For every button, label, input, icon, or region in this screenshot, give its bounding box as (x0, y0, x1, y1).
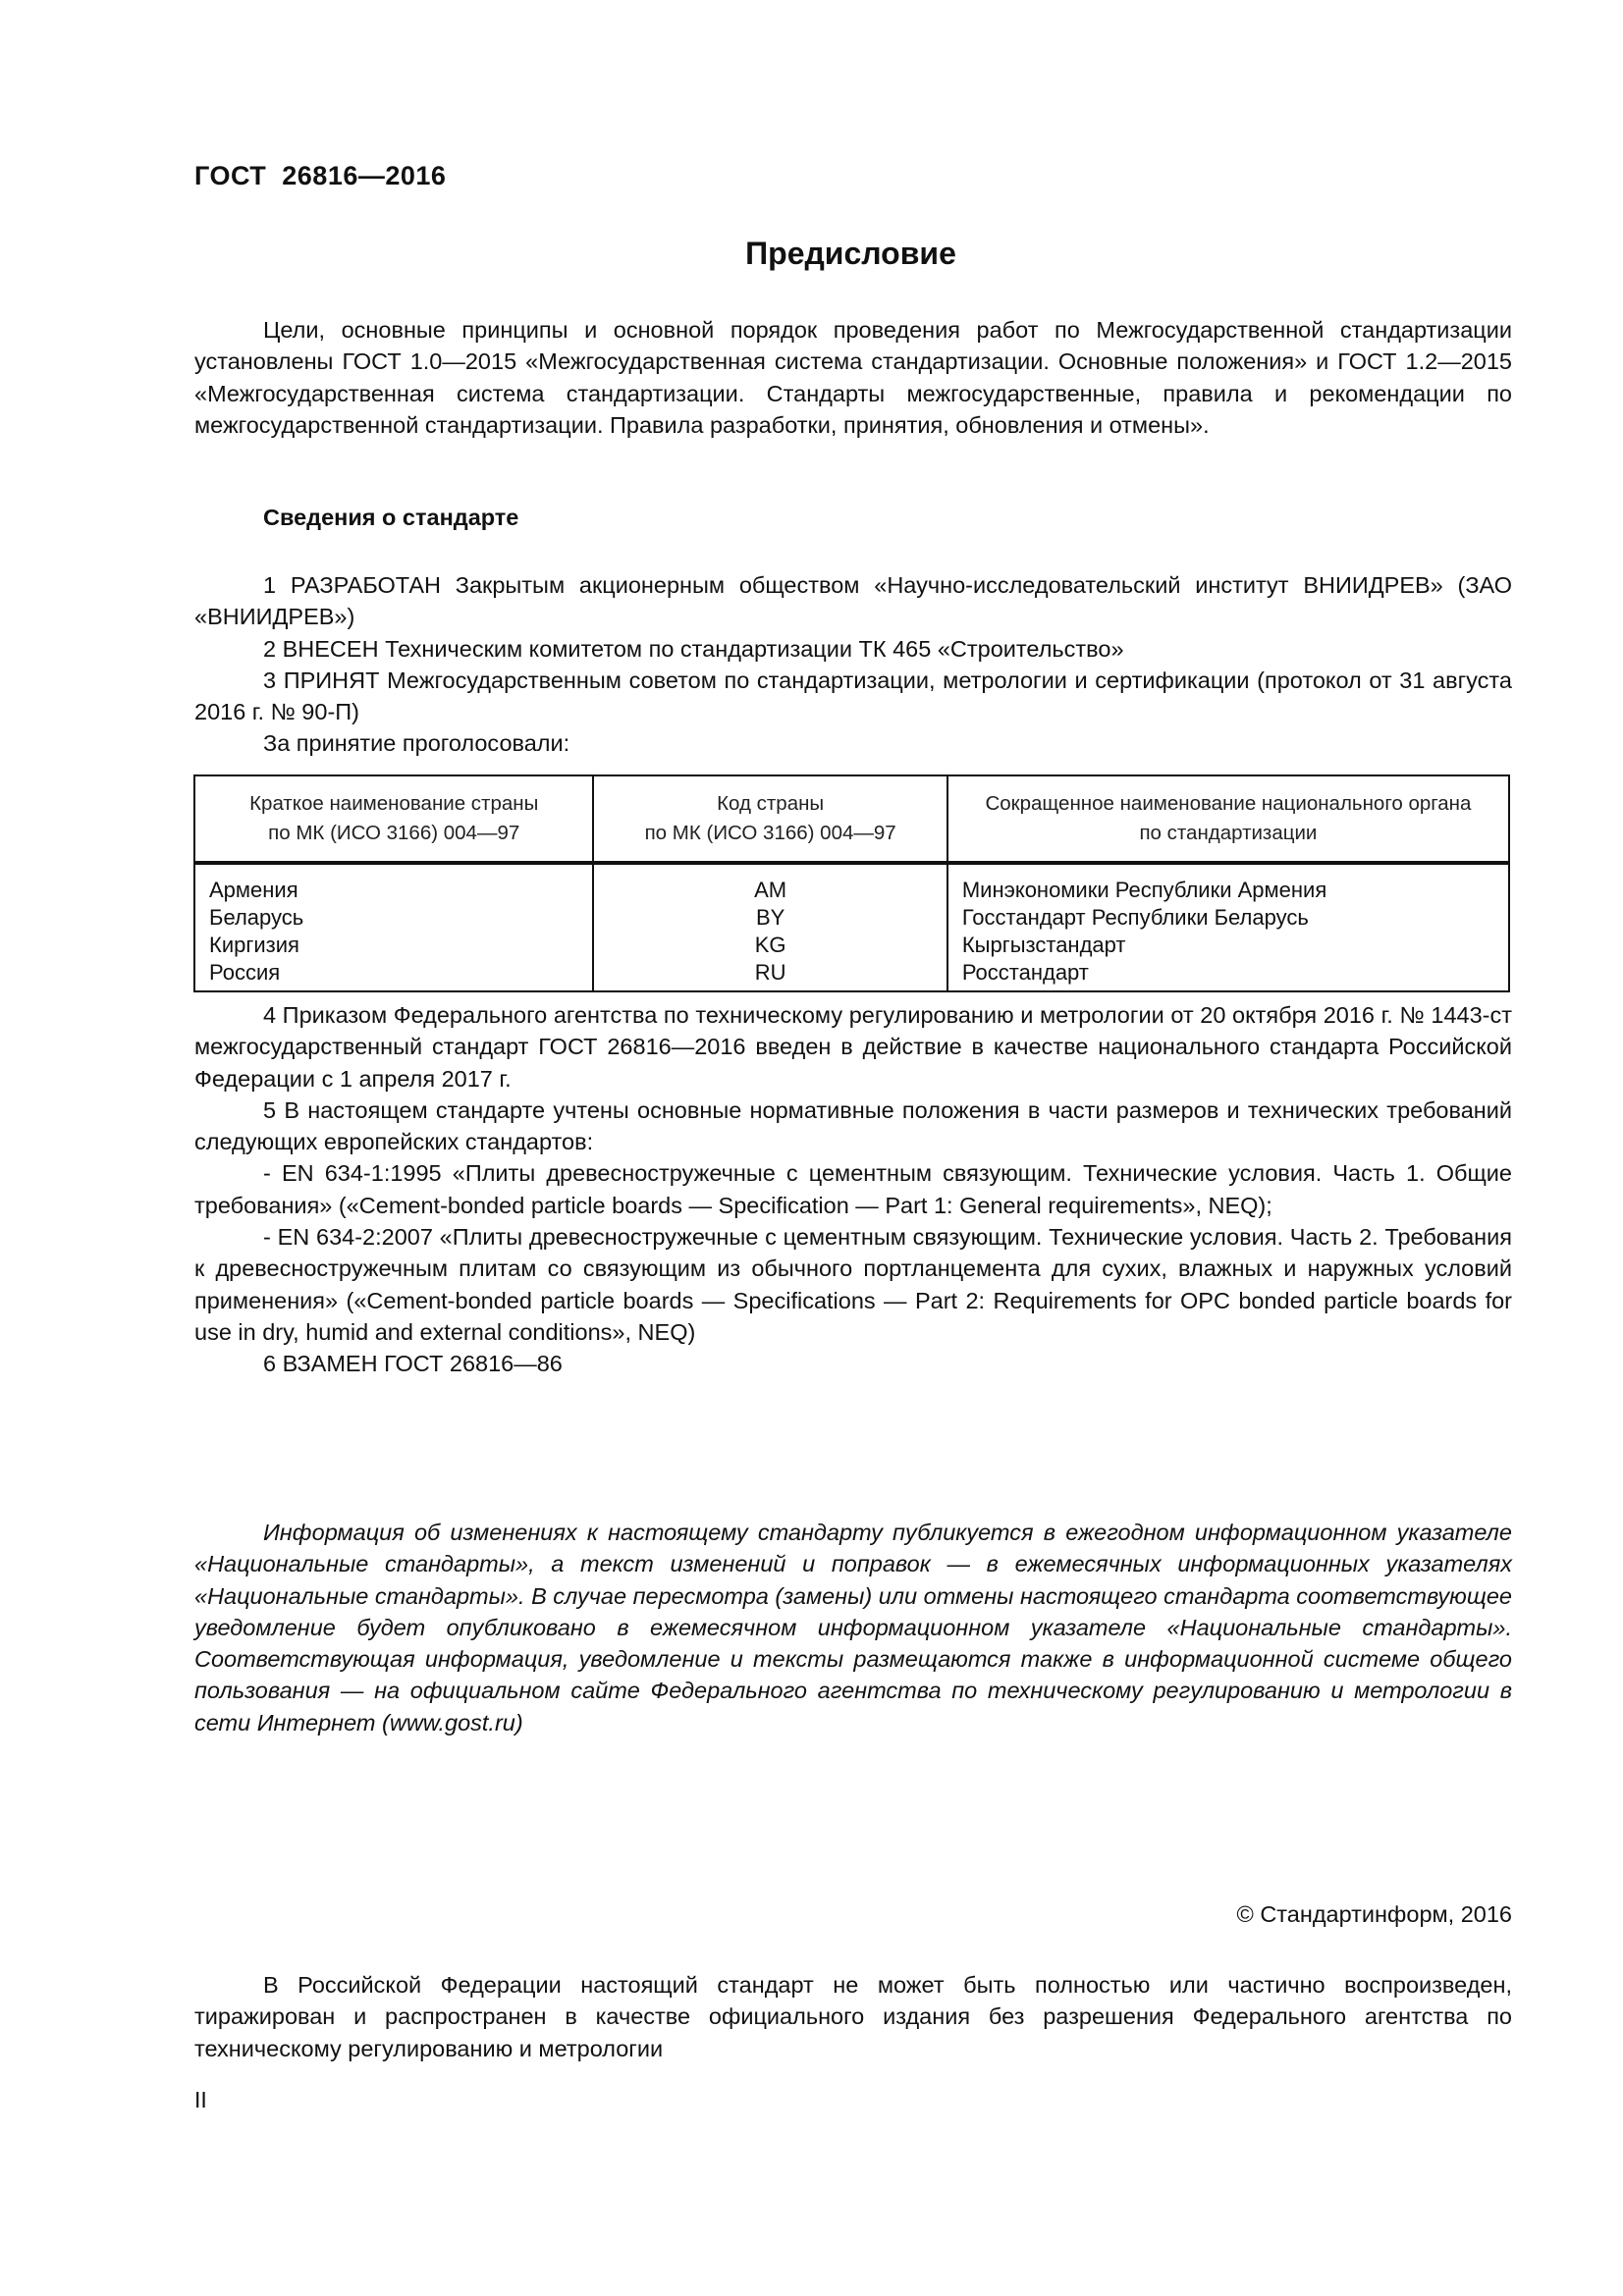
intro-text: Цели, основные принципы и основной порядок проведения работ по Межгосударственной стандартизации установлены ГОСТ 1.0—2015 «Межгосударственная система стандартизации. Основные положения» и ГОСТ 1.2—2015 «Межгосударственная система стандартизации. Стандарты межгосударственные, правила и рекомендации по межгосударственной стандартизации. Правила разработки, принятия, обновления и отмены». (194, 317, 1512, 438)
page-number: II (194, 2087, 207, 2112)
table-row (194, 864, 1509, 904)
changes-notice (194, 1517, 1512, 1738)
info-item-introduced: 2 ВНЕСЕН Техническим комитетом по стандартизации ТК 465 «Строительство» (263, 635, 1124, 662)
cell-code: AM (593, 864, 947, 904)
cell-country: Армения (194, 864, 593, 904)
standard-info-list-continued (194, 999, 1512, 1380)
cell-body: Росстандарт (947, 959, 1509, 991)
table-row (194, 904, 1509, 932)
vote-caption: За принятие проголосовали: (263, 730, 570, 757)
column-header-body: Сокращенное наименование национального органа по стандартизации (947, 775, 1509, 862)
column-header-country: Краткое наименование страны по МК (ИСО 3166) 004—97 (194, 775, 593, 862)
info-item-developed: 1 РАЗРАБОТАН Закрытым акционерным обществом «Научно-исследовательский институт ВНИИДРЕВ» (ЗАО «ВНИИДРЕВ») (194, 572, 1512, 630)
document-code: ГОСТ 26816—2016 (194, 161, 447, 190)
vote-table (193, 774, 1510, 992)
column-header-code: Код страны по МК (ИСО 3166) 004—97 (593, 775, 947, 862)
copyright-line: © Стандартинформ, 2016 (1236, 1901, 1512, 1927)
section-heading: Сведения о стандарте (263, 505, 519, 530)
info-item-order: 4 Приказом Федерального агентства по техническому регулированию и метрологии от 20 октября 2016 г. № 1443-ст межгосударственный стандарт ГОСТ 26816—2016 введен в действие в качестве национального стандарта Российской Федерации с 1 апреля 2017 г. (194, 1002, 1512, 1092)
changes-notice-text: Информация об изменениях к настоящему стандарту публикуется в ежегодном информационном указателе «Национальные стандарты», а текст изменений и поправок — в ежемесячных информационных указателях «Национальные стандарты». В случае пересмотра (замены) или отмены настоящего стандарта соответствующее уведомление будет опубликовано в ежемесячном информационном указателе «Национальные стандарты». Соответствующая информация, уведомление и тексты размещаются также в информационной системе общего пользования — на официальном сайте Федерального агентства по техническому регулированию и метрологии в сети Интернет (www.gost.ru) (194, 1520, 1512, 1735)
reproduction-notice-text: В Российской Федерации настоящий стандарт не может быть полностью или частично воспроизведен, тиражирован и распространен в качестве официального издания без разрешения Федерального агентства по техническому регулированию и метрологии (194, 1972, 1512, 2061)
reproduction-notice (194, 1969, 1512, 2064)
info-item-replaces: 6 ВЗАМЕН ГОСТ 26816—86 (263, 1351, 563, 1377)
standard-info-list (194, 569, 1512, 760)
cell-country: Киргизия (194, 932, 593, 959)
info-item-european-standards: 5 В настоящем стандарте учтены основные нормативные положения в части размеров и технических требований следующих европейских стандартов: (194, 1096, 1512, 1155)
vote-table-header-row (194, 775, 1509, 862)
table-row (194, 932, 1509, 959)
european-standard-en-634-1: - EN 634-1:1995 «Плиты древесностружечные с цементным связующим. Технические условия. Часть 1. Общие требования» («Cement-bonded particle boards — Specification — Part 1: General requirements», NEQ); (194, 1160, 1512, 1218)
european-standard-en-634-2: - EN 634-2:2007 «Плиты древесностружечные с цементным связующим. Технические условия. Часть 2. Требования к древесностружечным плитам со связующим из обычного портланцемента для сухих, влажных и наружных условий применения» («Cement-bonded particle boards — Specifications — Part 2: Requirements for OPC bonded particle boards for use in dry, humid and external conditions», NEQ) (194, 1224, 1512, 1345)
cell-body: Кыргызстандарт (947, 932, 1509, 959)
intro-paragraph (194, 314, 1512, 441)
table-row (194, 959, 1509, 991)
cell-code: RU (593, 959, 947, 991)
info-item-adopted: 3 ПРИНЯТ Межгосударственным советом по стандартизации, метрологии и сертификации (протокол от 31 августа 2016 г. № 90-П) (194, 667, 1512, 725)
cell-country: Россия (194, 959, 593, 991)
cell-code: BY (593, 904, 947, 932)
cell-body: Минэкономики Республики Армения (947, 864, 1509, 904)
page-title: Предисловие (745, 236, 956, 271)
cell-code: KG (593, 932, 947, 959)
cell-country: Беларусь (194, 904, 593, 932)
cell-body: Госстандарт Республики Беларусь (947, 904, 1509, 932)
